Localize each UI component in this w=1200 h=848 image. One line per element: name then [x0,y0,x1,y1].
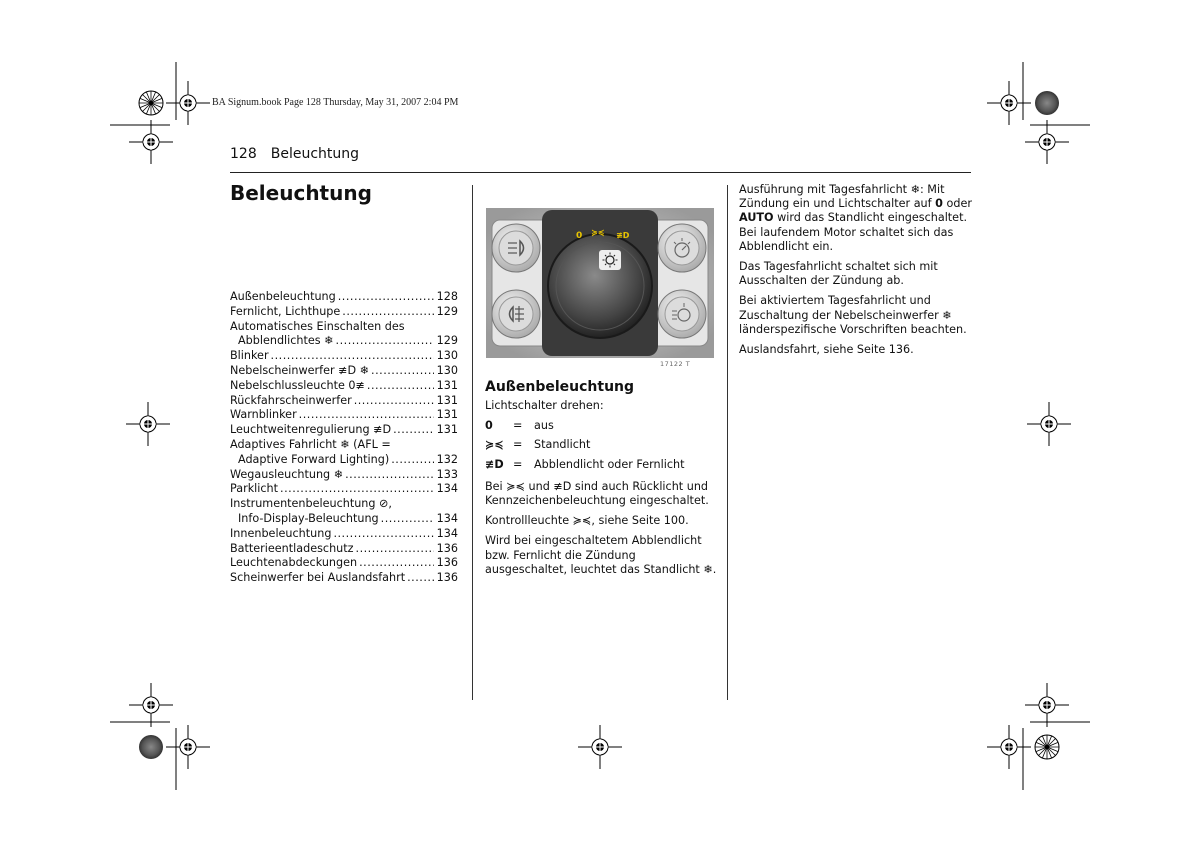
intro-text: Lichtschalter drehen: [485,399,604,412]
header-rule [230,172,971,173]
middle-column [485,399,720,583]
toc-entry[interactable]: Rückfahrscheinwerfer ..... 131 [230,394,458,409]
rear-fog-light-icon[interactable] [492,290,540,338]
fog-light-icon[interactable] [492,224,540,272]
light-switch-knob[interactable] [548,234,652,338]
column-divider-left [472,185,473,700]
toc-entry[interactable]: Scheinwerfer bei Auslandsfahrt ..... 136 [230,571,458,586]
running-head-section: Beleuchtung [270,146,360,162]
switch-position-zero: 0 [935,197,943,211]
section-title: Außenbeleuchtung [485,379,635,395]
toc-entry[interactable]: Fernlicht, Lichthupe ..... 129 [230,305,458,320]
toc-entry[interactable]: Blinker ..... 130 [230,349,458,364]
legend-row: 0 = aus [485,419,554,433]
toc-entry[interactable]: Wegausleuchtung ❄ ..... 133 [230,468,458,483]
running-head [230,146,359,162]
instrument-dimmer-icon[interactable] [658,224,706,272]
paragraph: Das Tagesfahrlicht schaltet sich mit Ausschalten der Zündung ab. [739,260,938,288]
paragraph-cross-reference: Auslandsfahrt, siehe Seite 136. [739,343,914,357]
toc-entry[interactable]: Innenbeleuchtung ..... 134 [230,527,458,542]
paragraph: Bei ≽≼ und ≢D sind auch Rücklicht und Kennzeichenbeleuchtung eingeschaltet. [485,479,709,508]
page-number: 128 [230,146,257,162]
figure-id: 17122 T [660,360,691,368]
symbol-low-beam: ≢D [485,457,504,471]
light-switch-figure [486,208,714,358]
toc-entry[interactable]: Warnblinker ..... 131 [230,408,458,423]
page-title: Beleuchtung [230,181,372,205]
paragraph-cross-reference: Kontrollleuchte ≽≼, siehe Seite 100. [485,514,689,528]
headlight-range-icon[interactable] [658,290,706,338]
symbol-parking-light: ≽≼ [485,438,504,452]
paragraph: Ausführung mit Tagesfahrlicht ❄: Mit Zündung ein und Lichtschalter auf 0 oder AUTO wird das Standlicht eingeschaltet. Bei laufendem Motor schaltet sich das Abblendlicht ein. [739,183,972,253]
column-divider-right [727,185,728,700]
toc-entry[interactable]: Nebelscheinwerfer ≢D ❄ ..... 130 [230,364,458,379]
toc-entry[interactable]: Batterieentladeschutz ..... 136 [230,542,458,557]
paragraph: Wird bei eingeschaltetem Abblendlicht bzw. Fernlicht die Zündung ausgeschaltet, leuchtet das Standlicht ❄. [485,534,717,576]
toc-entry[interactable]: Instrumentenbeleuchtung ⊘, Info-Display-Beleuchtung ..... 134 [230,497,458,527]
knob-position-parking: ≽≼ [591,228,605,237]
table-of-contents [230,290,458,586]
switch-position-auto: AUTO [739,211,774,225]
toc-entry[interactable]: Leuchtenabdeckungen ..... 136 [230,556,458,571]
right-column [739,183,974,363]
legend-row: ≽≼ = Standlicht [485,438,591,452]
toc-entry[interactable]: Adaptives Fahrlicht ❄ (AFL = Adaptive Forward Lighting) ..... 132 [230,438,458,468]
toc-entry[interactable]: Außenbeleuchtung ..... 128 [230,290,458,305]
toc-entry[interactable]: Automatisches Einschalten des Abblendlichtes ❄ ..... 129 [230,320,458,350]
legend-row: ≢D = Abblendlicht oder Fernlicht [485,457,685,471]
knob-position-lowbeam: ≢D [616,231,630,240]
toc-entry[interactable]: Leuchtweitenregulierung ≢D ..... 131 [230,423,458,438]
auto-light-icon[interactable] [599,250,621,270]
print-slug: BA Signum.book Page 128 Thursday, May 31, 2007 2:04 PM [212,97,459,108]
paragraph: Bei aktiviertem Tagesfahrlicht und Zuschaltung der Nebelscheinwerfer ❄ länderspezifische Vorschriften beachten. [739,294,967,336]
toc-entry[interactable]: Nebelschlussleuchte 0≢ ..... 131 [230,379,458,394]
knob-position-off: 0 [576,231,583,241]
toc-entry[interactable]: Parklicht ..... 134 [230,482,458,497]
symbol-off: 0 [485,419,493,433]
